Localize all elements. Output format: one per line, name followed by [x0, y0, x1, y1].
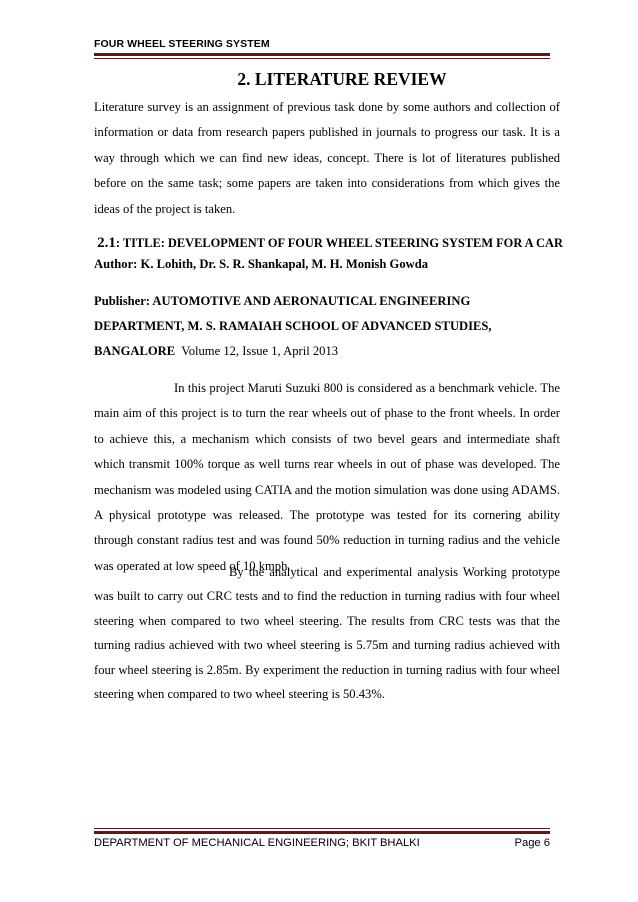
footer-rule-thin: [94, 828, 550, 829]
section-number: 2.1: [97, 235, 116, 251]
author-line: [94, 256, 560, 272]
body-paragraph-2: By the analytical and experimental analysis Working prototype was built to carry out CRC tests and to find the reduction in turning radius with four wheel steering when compared to two wheel steering. The results from CRC tests was that the turning radius achieved with two wheel steering is 5.75m and turning radius achieved with four wheel steering is 2.85m. By experiment the reduction in turning radius with four wheel steering when compared to two wheel steering is 50.43%.: [94, 565, 560, 702]
body-paragraph-1: In this project Maruti Suzuki 800 is considered as a benchmark vehicle. The main aim of this project is to turn the rear wheels out of phase to the front wheels. In order to achieve this, a mechanism which consists of two bevel gears and intermediate shaft which transmit 100% torque as well turns rear wheels in out of phase was developed. The mechanism was modeled using CATIA and the motion simulation was done using ADAMS. A physical prototype was released. The prototype was tested for its cornering ability through constant radius test and was found 50% reduction in turning radius and the vehicle was operated at low speed of 10 kmph.: [94, 381, 560, 573]
publisher-text-1: Publisher: AUTOMOTIVE AND AERONAUTICAL ENGINEERING: [94, 294, 471, 308]
header-rule-thin: [94, 58, 550, 59]
publisher-line-2: [94, 318, 560, 334]
publisher-line-3: [94, 343, 560, 359]
header-rule-thick: [94, 53, 550, 56]
author-text: Author: K. Lohith, Dr. S. R. Shankapal, M. H. Monish Gowda: [94, 257, 429, 271]
footer-rule-thick: [94, 831, 550, 834]
intro-paragraph: Literature survey is an assignment of previous task done by some authors and collection of information or data from research papers published in journals to progress our task. It is a way through which we can find new ideas, concept. There is lot of literatures published before on the same task; some papers are taken into considerations from which gives the ideas of the project is taken.: [94, 100, 560, 216]
footer-department: DEPARTMENT OF MECHANICAL ENGINEERING; BKIT BHALKI: [94, 837, 420, 849]
section-title: : TITLE: DEVELOPMENT OF FOUR WHEEL STEERING SYSTEM FOR A CAR: [115, 236, 563, 250]
publisher-text-2: DEPARTMENT, M. S. RAMAIAH SCHOOL OF ADVANCED STUDIES,: [94, 319, 492, 333]
publisher-volume: Volume 12, Issue 1, April 2013: [175, 344, 339, 358]
publisher-city: BANGALORE: [94, 344, 176, 358]
section-heading: [97, 236, 563, 250]
chapter-title: 2. LITERATURE REVIEW: [237, 69, 447, 89]
page-number: Page 6: [514, 837, 550, 849]
publisher-line-1: [94, 293, 560, 309]
running-header: FOUR WHEEL STEERING SYSTEM: [94, 38, 270, 50]
